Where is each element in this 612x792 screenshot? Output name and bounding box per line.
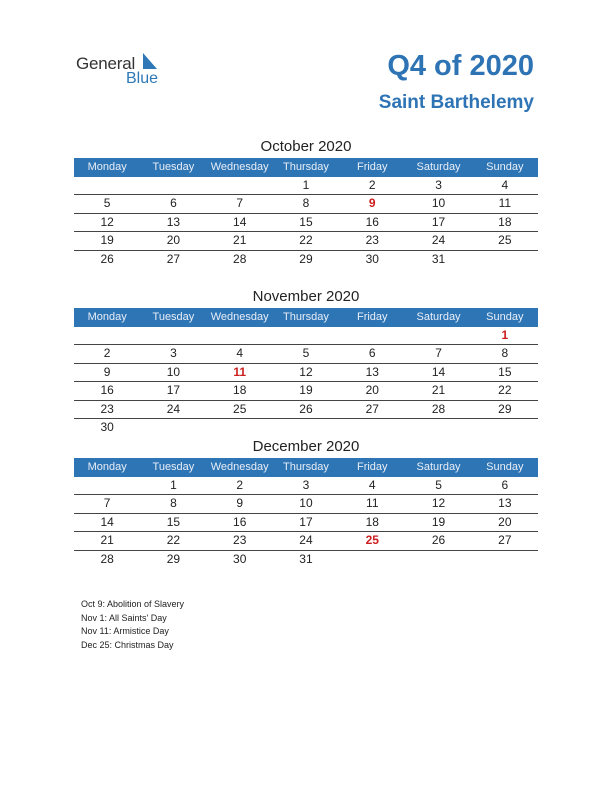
day-cell: 29 xyxy=(166,551,181,566)
day-cell xyxy=(140,419,206,436)
week-row xyxy=(74,214,538,232)
holiday-note: Nov 1: All Saints' Day xyxy=(81,612,167,623)
day-cell: 11 xyxy=(233,364,247,379)
day-cell: 29 xyxy=(299,251,313,266)
day-cell: 12 xyxy=(299,364,313,379)
week-row xyxy=(74,532,538,550)
day-cell: 16 xyxy=(100,383,114,398)
day-cell: 2 xyxy=(368,178,376,192)
day-cell: 13 xyxy=(498,496,512,511)
day-cell xyxy=(74,327,140,344)
day-cell: 9 xyxy=(236,496,244,511)
day-cell: 2 xyxy=(103,346,111,361)
weekday-label: Saturday xyxy=(416,311,461,323)
week-row xyxy=(74,364,538,382)
logo-word-general: General xyxy=(76,54,136,73)
weekday-label: Thursday xyxy=(283,461,329,473)
day-cell: 1 xyxy=(501,328,509,342)
weekday-label: Saturday xyxy=(416,461,461,473)
day-cell: 22 xyxy=(166,533,181,548)
day-cell: 18 xyxy=(498,214,512,229)
weekday-label: Thursday xyxy=(283,161,329,173)
day-cell: 1 xyxy=(170,478,177,492)
day-cell: 14 xyxy=(100,514,114,529)
day-cell: 14 xyxy=(233,214,247,229)
weekday-label: Saturday xyxy=(416,161,461,173)
logo-triangle-icon xyxy=(143,53,157,69)
day-cell: 6 xyxy=(170,196,177,211)
day-cell: 25 xyxy=(365,533,379,548)
day-cell: 16 xyxy=(365,214,379,229)
day-cell: 30 xyxy=(365,251,379,266)
day-cell: 2 xyxy=(236,478,244,492)
day-cell xyxy=(339,327,405,344)
day-cell xyxy=(74,477,140,494)
week-row xyxy=(74,382,538,400)
day-cell: 12 xyxy=(431,496,446,511)
day-cell: 30 xyxy=(233,551,247,566)
day-cell xyxy=(207,327,273,344)
day-cell xyxy=(74,177,140,194)
day-cell: 8 xyxy=(302,196,310,211)
day-cell: 4 xyxy=(236,346,244,361)
day-cell xyxy=(140,327,206,344)
day-cell: 7 xyxy=(103,496,111,511)
weekday-label: Monday xyxy=(87,311,127,323)
day-cell: 15 xyxy=(498,364,512,379)
country-name: Saint Barthelemy xyxy=(378,92,534,113)
day-cell: 7 xyxy=(236,196,244,211)
day-cell: 25 xyxy=(498,233,512,248)
day-cell: 15 xyxy=(166,514,181,529)
weekday-header xyxy=(74,158,538,177)
day-cell: 26 xyxy=(431,533,446,548)
day-cell xyxy=(472,419,538,436)
week-row xyxy=(74,477,538,495)
day-cell xyxy=(273,327,339,344)
day-cell: 24 xyxy=(431,233,446,248)
day-cell: 1 xyxy=(302,178,310,192)
week-row xyxy=(74,401,538,419)
month-october xyxy=(74,136,538,268)
day-cell xyxy=(472,251,538,268)
day-cell: 5 xyxy=(103,196,111,211)
page-title: Q4 of 2020 xyxy=(387,50,534,82)
day-cell: 28 xyxy=(100,551,114,566)
day-cell: 12 xyxy=(100,214,114,229)
day-cell: 23 xyxy=(233,533,247,548)
day-cell xyxy=(207,419,273,436)
day-cell: 26 xyxy=(299,401,313,416)
week-row xyxy=(74,419,538,436)
day-cell: 9 xyxy=(368,196,376,211)
month-title: October 2020 xyxy=(260,138,352,155)
day-cell: 16 xyxy=(233,514,247,529)
day-cell: 3 xyxy=(170,346,177,361)
day-cell: 18 xyxy=(365,514,379,529)
day-cell: 23 xyxy=(100,401,114,416)
weekday-label: Wednesday xyxy=(210,161,269,173)
day-cell xyxy=(405,419,471,436)
day-cell xyxy=(339,419,405,436)
day-cell: 27 xyxy=(498,533,512,548)
day-cell: 4 xyxy=(501,178,509,192)
weekday-label: Tuesday xyxy=(152,311,195,323)
day-cell: 5 xyxy=(302,346,310,361)
holiday-note: Oct 9: Abolition of Slavery xyxy=(81,599,185,609)
day-cell xyxy=(472,551,538,568)
weekday-label: Sunday xyxy=(486,311,524,323)
weekday-label: Sunday xyxy=(486,461,524,473)
day-cell: 27 xyxy=(166,251,181,266)
day-cell xyxy=(339,551,405,568)
day-cell: 28 xyxy=(431,401,446,416)
weekday-header xyxy=(74,308,538,327)
day-cell xyxy=(207,177,273,194)
week-row xyxy=(74,514,538,532)
day-cell: 3 xyxy=(302,478,310,492)
day-cell: 8 xyxy=(501,346,509,361)
day-cell: 20 xyxy=(166,233,181,248)
day-cell: 31 xyxy=(299,551,313,566)
weekday-label: Friday xyxy=(356,461,388,473)
day-cell: 10 xyxy=(431,196,446,211)
week-row xyxy=(74,177,538,195)
day-cell xyxy=(273,419,339,436)
holiday-note: Dec 25: Christmas Day xyxy=(81,639,174,650)
day-cell: 6 xyxy=(368,346,376,361)
day-cell: 18 xyxy=(233,383,247,398)
day-cell: 10 xyxy=(299,496,313,511)
weekday-label: Friday xyxy=(356,311,388,323)
day-cell: 20 xyxy=(498,514,512,529)
day-cell: 21 xyxy=(233,233,247,248)
holiday-notes xyxy=(81,598,184,652)
weekday-label: Monday xyxy=(87,461,127,473)
week-row xyxy=(74,551,538,568)
day-cell: 21 xyxy=(100,533,114,548)
day-cell: 17 xyxy=(431,214,446,229)
day-cell: 30 xyxy=(100,419,114,434)
week-row xyxy=(74,195,538,213)
day-cell: 15 xyxy=(299,214,313,229)
weekday-label: Wednesday xyxy=(210,461,269,473)
day-cell: 20 xyxy=(365,383,379,398)
logo xyxy=(76,52,176,92)
day-cell xyxy=(140,177,206,194)
day-cell: 4 xyxy=(368,478,376,492)
day-cell xyxy=(405,327,471,344)
day-cell: 25 xyxy=(233,401,247,416)
day-cell: 10 xyxy=(166,364,181,379)
day-cell: 22 xyxy=(299,233,313,248)
weekday-label: Tuesday xyxy=(152,461,195,473)
day-cell: 22 xyxy=(498,383,512,398)
weekday-label: Wednesday xyxy=(210,311,269,323)
day-cell: 3 xyxy=(435,178,442,192)
holiday-note: Nov 11: Armistice Day xyxy=(81,626,169,636)
weekday-label: Monday xyxy=(87,161,127,173)
day-cell: 24 xyxy=(166,401,181,416)
day-cell: 11 xyxy=(366,496,379,511)
day-cell: 11 xyxy=(498,196,512,211)
day-cell: 7 xyxy=(435,346,442,361)
day-cell: 26 xyxy=(100,251,114,266)
month-title: November 2020 xyxy=(252,288,360,305)
day-cell: 8 xyxy=(170,496,177,511)
day-cell: 24 xyxy=(299,533,313,548)
day-cell: 5 xyxy=(435,478,442,492)
week-row xyxy=(74,495,538,513)
weekday-label: Sunday xyxy=(486,161,524,173)
week-row xyxy=(74,327,538,345)
day-cell: 9 xyxy=(103,364,111,379)
month-november xyxy=(74,286,538,436)
day-cell: 6 xyxy=(501,478,509,492)
day-cell xyxy=(405,551,471,568)
day-cell: 27 xyxy=(365,401,379,416)
weekday-label: Tuesday xyxy=(152,161,195,173)
day-cell: 21 xyxy=(431,383,446,398)
day-cell: 19 xyxy=(100,233,114,248)
day-cell: 17 xyxy=(166,383,181,398)
day-cell: 31 xyxy=(431,251,446,266)
month-december xyxy=(74,436,538,568)
day-cell: 19 xyxy=(431,514,446,529)
day-cell: 14 xyxy=(431,364,446,379)
month-title: December 2020 xyxy=(252,438,360,455)
day-cell: 29 xyxy=(498,401,512,416)
day-cell: 23 xyxy=(365,233,379,248)
week-row xyxy=(74,345,538,363)
day-cell: 28 xyxy=(233,251,247,266)
week-row xyxy=(74,232,538,250)
weekday-header xyxy=(74,458,538,477)
day-cell: 13 xyxy=(166,214,181,229)
day-cell: 17 xyxy=(299,514,313,529)
week-row xyxy=(74,251,538,268)
weekday-label: Thursday xyxy=(283,311,329,323)
day-cell: 13 xyxy=(365,364,379,379)
day-cell: 19 xyxy=(299,383,313,398)
logo-word-blue: Blue xyxy=(126,70,159,87)
weekday-label: Friday xyxy=(356,161,388,173)
